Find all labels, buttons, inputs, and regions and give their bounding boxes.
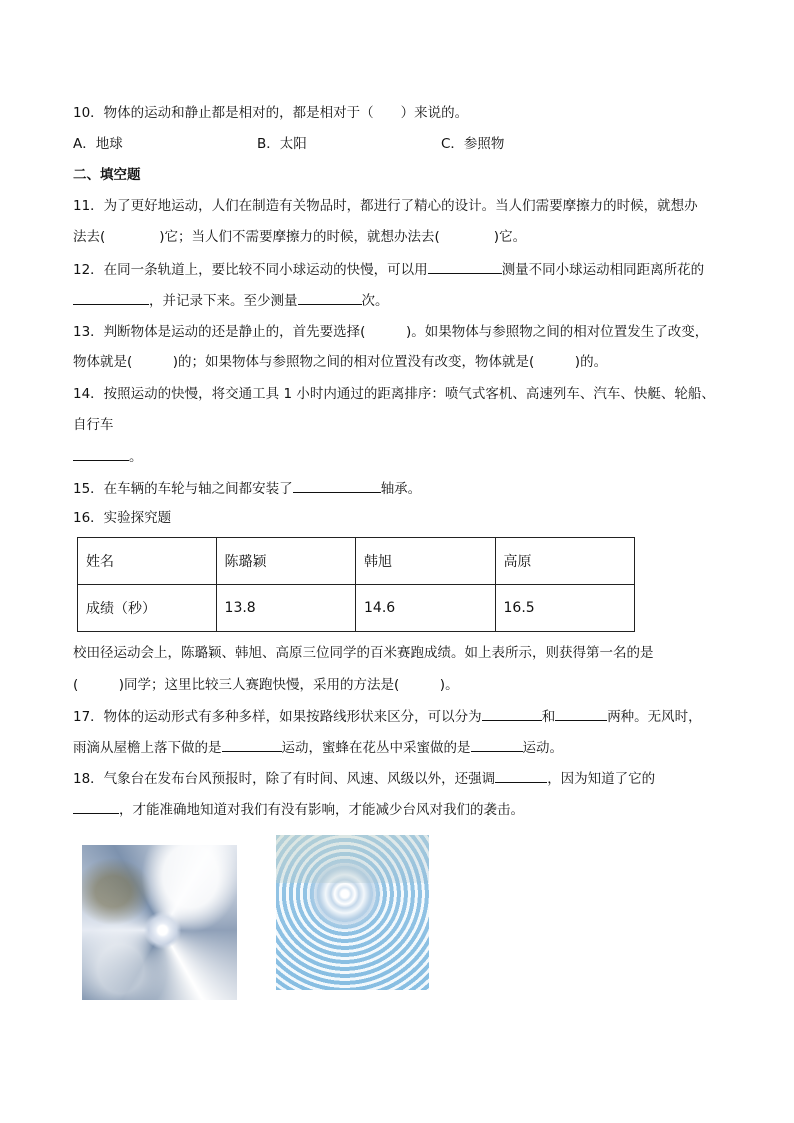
question-10-option-c: C．参照物 xyxy=(441,136,505,152)
table-header-cell: 姓名 xyxy=(78,538,217,585)
question-10 xyxy=(73,103,468,123)
table-header-cell: 韩旭 xyxy=(356,538,495,585)
question-17-text-a: 17．物体的运动形式有多种多样，如果按路线形状来区分，可以分为 xyxy=(73,709,482,725)
question-14-line-1: 14．按照运动的快慢，将交通工具 1 小时内通过的距离排序：喷气式客机、高速列车、汽车、快艇、轮船、 xyxy=(73,386,715,402)
table-cell: 14.6 xyxy=(356,585,495,632)
answer-blank[interactable] xyxy=(298,290,362,305)
score-table xyxy=(77,537,635,632)
question-14-line-2: 自行车 xyxy=(73,417,114,433)
typhoon-satellite-image xyxy=(82,845,237,1000)
question-17-line-2 xyxy=(73,737,563,758)
question-13-line-2: 物体就是( )的；如果物体与参照物之间的相对位置没有改变，物体就是( )的。 xyxy=(73,354,608,370)
answer-blank[interactable] xyxy=(555,706,607,721)
answer-blank[interactable] xyxy=(73,799,119,814)
question-15-text-b: 轴承。 xyxy=(380,481,422,497)
question-10-option-a: A．地球 xyxy=(73,136,123,152)
question-12-text-c: ，并记录下来。至少测量 xyxy=(149,293,298,309)
table-cell: 16.5 xyxy=(495,585,635,632)
answer-blank[interactable] xyxy=(73,446,129,461)
question-17-text-f: 运动。 xyxy=(522,740,563,756)
question-18-text-b: ，因为知道了它的 xyxy=(547,771,656,787)
question-17-text-b: 和 xyxy=(541,709,556,725)
question-11-line-1: 11．为了更好地运动，人们在制造有关物品时，都进行了精心的设计。当人们需要摩擦力的时候，就想办 xyxy=(73,198,698,214)
question-16-title: 16．实验探究题 xyxy=(73,510,172,526)
question-17-text-d: 雨滴从屋檐上落下做的是 xyxy=(73,740,222,756)
question-18-line-2 xyxy=(73,799,524,820)
question-13-line-1: 13．判断物体是运动的还是静止的，首先要选择( )。如果物体与参照物之间的相对位置发生了改变， xyxy=(73,324,709,340)
question-10-text: 10．物体的运动和静止都是相对的，都是相对于（ ）来说的。 xyxy=(73,105,469,121)
answer-blank[interactable] xyxy=(428,259,502,274)
question-17-text-c: 两种。无风时， xyxy=(607,709,702,725)
answer-blank[interactable] xyxy=(293,478,381,493)
question-17-line-1 xyxy=(73,706,702,727)
question-18-text-a: 18．气象台在发布台风预报时，除了有时间、风速、风级以外，还强调 xyxy=(73,771,496,787)
question-12-line-1 xyxy=(73,259,704,280)
answer-blank[interactable] xyxy=(495,768,547,783)
question-16-line-1: 校田径运动会上，陈璐颖、韩旭、高原三位同学的百米赛跑成绩。如上表所示，则获得第一名的是 xyxy=(73,645,654,661)
question-10-option-b: B．太阳 xyxy=(257,136,307,152)
question-11-line-2: 法去( )它；当人们不需要摩擦力的时候，就想办法去( )它。 xyxy=(73,229,527,245)
question-17-text-e: 运动，蜜蜂在花丛中采蜜做的是 xyxy=(281,740,471,756)
answer-blank[interactable] xyxy=(222,737,282,752)
typhoon-cloud-map-image xyxy=(276,835,429,990)
question-15-text-a: 15．在车辆的车轮与轴之间都安装了 xyxy=(73,481,293,497)
table-row xyxy=(78,585,635,632)
table-row xyxy=(78,538,635,585)
question-12-text-b: 测量不同小球运动相同距离所花的 xyxy=(501,262,705,278)
table-cell: 成绩（秒） xyxy=(78,585,217,632)
table-cell: 13.8 xyxy=(216,585,355,632)
answer-blank[interactable] xyxy=(73,290,149,305)
question-18-line-1 xyxy=(73,768,655,789)
question-15 xyxy=(73,478,421,499)
question-12-line-2 xyxy=(73,290,389,311)
question-16-line-2: ( )同学；这里比较三人赛跑快慢，采用的方法是( )。 xyxy=(73,677,459,693)
question-12-text-a: 12．在同一条轨道上，要比较不同小球运动的快慢，可以用 xyxy=(73,262,428,278)
question-18-text-c: ，才能准确地知道对我们有没有影响，才能减少台风对我们的袭击。 xyxy=(119,802,524,818)
table-header-cell: 高原 xyxy=(495,538,635,585)
question-14-line-3 xyxy=(73,446,143,467)
table-header-cell: 陈璐颖 xyxy=(216,538,355,585)
question-14-period: 。 xyxy=(129,449,143,465)
answer-blank[interactable] xyxy=(482,706,542,721)
section-title-fill-in: 二、填空题 xyxy=(73,167,141,183)
question-12-text-d: 次。 xyxy=(361,293,389,309)
answer-blank[interactable] xyxy=(471,737,523,752)
